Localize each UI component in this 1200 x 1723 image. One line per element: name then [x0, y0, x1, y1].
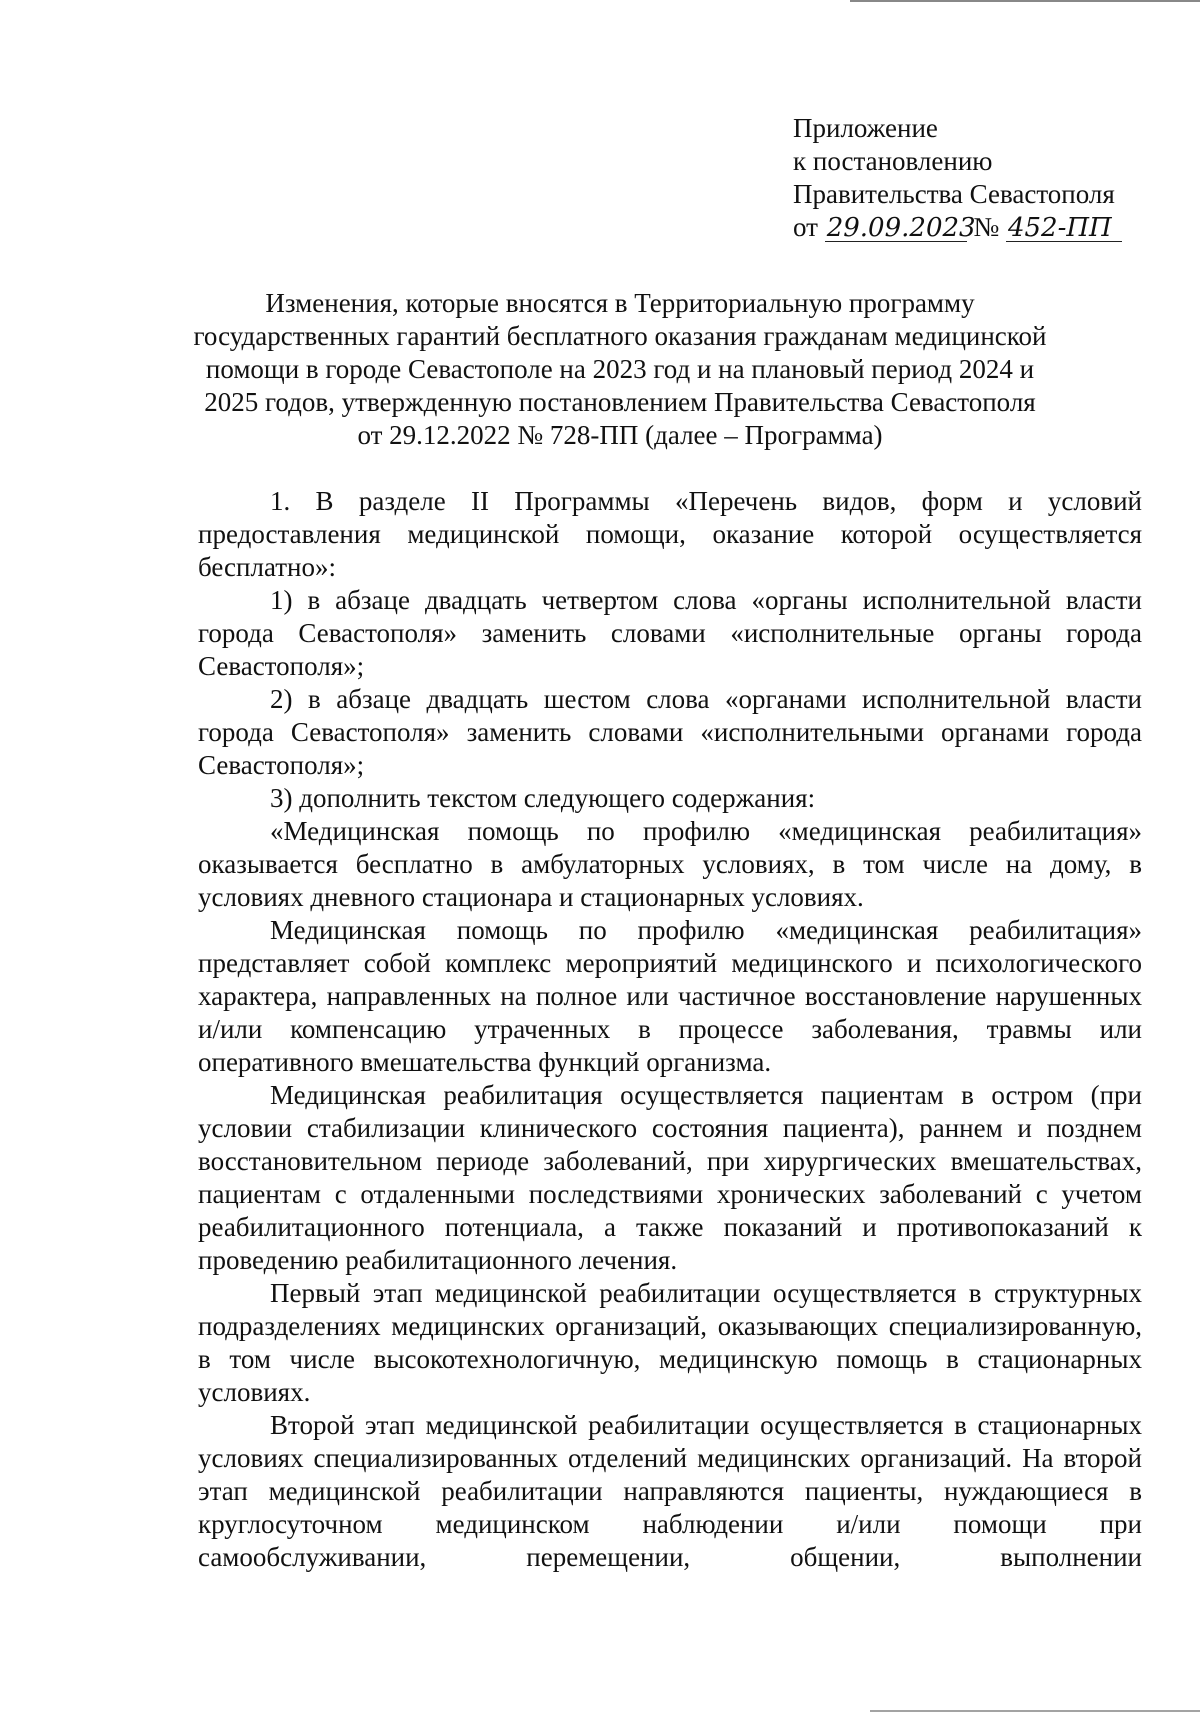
- title-line: от 29.12.2022 № 728-ПП (далее – Программа): [357, 420, 883, 450]
- scan-artifact-top: [850, 0, 1200, 2]
- handwritten-date: 29.09.2023: [826, 213, 976, 243]
- paragraph-rehab-definition: Медицинская помощь по профилю «медицинская реабилитация» представляет собой комплекс мероприятий медицинского и психологического характера, направленных на полное или частичное восстановление нарушенных и/или компенсацию утраченных в процессе заболевания, травмы или оперативного вмешательства функций организма.: [198, 915, 1142, 1077]
- title-line: помощи в городе Севастополе на 2023 год и на плановый период 2024 и: [205, 354, 1035, 384]
- scan-artifact-bottom: [870, 1710, 1200, 1712]
- appendix-line-3: Правительства Севастополя: [793, 179, 1115, 209]
- paragraph-first-stage: Первый этап медицинской реабилитации осуществляется в структурных подразделениях медицинских организаций, оказывающих специализированную, в том числе высокотехнологичную, медицинскую помощь в стационарных условиях.: [198, 1278, 1142, 1407]
- paragraph-quote-start: «Медицинская помощь по профилю «медицинская реабилитация» оказывается бесплатно в амбулаторных условиях, в том числе на дому, в условиях дневного стационара и стационарных условиях.: [198, 816, 1142, 912]
- appendix-line-2: к постановлению: [793, 146, 993, 176]
- appendix-line-1: Приложение: [793, 113, 938, 143]
- document-title: [190, 287, 1050, 452]
- title-line: государственных гарантий бесплатного оказания гражданам медицинской: [193, 321, 1047, 351]
- paragraph-item-3: 3) дополнить текстом следующего содержания:: [270, 783, 816, 813]
- document-body: [198, 485, 1142, 1574]
- paragraph-item-1: 1) в абзаце двадцать четвертом слова «органы исполнительной власти города Севастополя» заменить словами «исполнительные органы города Севастополя»;: [198, 585, 1142, 681]
- appendix-date-prefix: от: [793, 212, 818, 242]
- title-line: 2025 годов, утвержденную постановлением Правительства Севастополя: [204, 387, 1036, 417]
- appendix-number-sign: №: [973, 212, 1000, 242]
- paragraph-second-stage: Второй этап медицинской реабилитации осуществляется в стационарных условиях специализированных отделений медицинских организаций. На второй этап медицинской реабилитации направляются пациенты, нуждающиеся в круглосуточном медицинском наблюдении и/или помощи при самообслуживании, перемещении, общении, выполнении: [198, 1410, 1142, 1572]
- appendix-block: [793, 112, 1122, 244]
- paragraph-rehab-patients: Медицинская реабилитация осуществляется пациентам в остром (при условии стабилизации клинического состояния пациента), раннем и позднем восстановительном периоде заболеваний, при хирургических вмешательствах, пациентам с отдаленными последствиями хронических заболеваний с учетом реабилитационного потенциала, а также показаний и противопоказаний к проведению реабилитационного лечения.: [198, 1080, 1142, 1275]
- paragraph-item-2: 2) в абзаце двадцать шестом слова «органами исполнительной власти города Севастополя» заменить словами «исполнительными органами города Севастополя»;: [198, 684, 1142, 780]
- title-line: Изменения, которые вносятся в Территориальную программу: [265, 288, 975, 318]
- handwritten-number: 452-ПП: [1006, 215, 1122, 242]
- appendix-line-4: [793, 211, 1122, 244]
- paragraph-section-1: 1. В разделе II Программы «Перечень видов, форм и условий предоставления медицинской помощи, оказание которой осуществляется бесплатно»:: [198, 486, 1142, 582]
